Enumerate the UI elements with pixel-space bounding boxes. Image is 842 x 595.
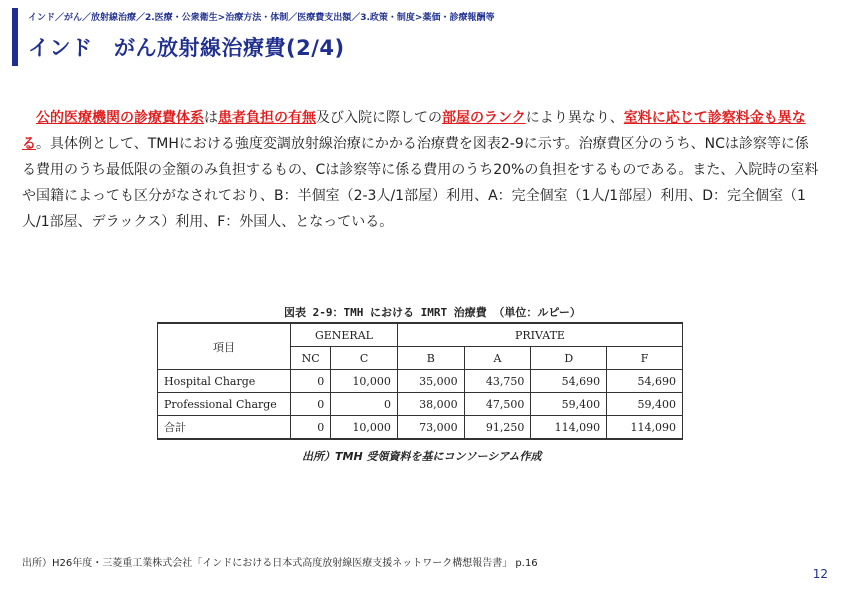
page-title: インド がん放射線治療費(2/4) <box>28 36 345 60</box>
table-cell: 10,000 <box>331 370 398 393</box>
subheader-cell: D <box>531 347 607 370</box>
body-text-segment: 。具体例として、TMHにおける強度変調放射線治療にかかる治療費を図表2-9に示す。治療費区分のうち、NCは診察等に係る費用のうち最低限の金額のみ負担するもの、Cは診察等に係る費用のうち20%の負担をするものである。また、入院時の室料や国籍によっても区分がなされており、B：半個室（2-3人/1部屋）利用、A：完全個室（1人/1部屋）利用、D：完全個室（1人/1部屋、デラックス）利用、F：外国人、となっている。 <box>22 136 819 230</box>
table-cell: 38,000 <box>397 393 464 416</box>
table-row <box>158 370 683 393</box>
table-cell: 0 <box>291 416 331 440</box>
row-label: Hospital Charge <box>158 370 291 393</box>
body-text-segment: は <box>204 110 218 126</box>
table-cell: 59,400 <box>607 393 683 416</box>
table-cell: 91,250 <box>464 416 531 440</box>
table-cell: 43,750 <box>464 370 531 393</box>
highlight-room-fee: 室料に応じて診察料金も異なる <box>22 110 806 152</box>
title-accent-bar <box>12 8 18 66</box>
table-header-row <box>158 323 683 347</box>
table-cell: 0 <box>291 370 331 393</box>
table-cell: 54,690 <box>531 370 607 393</box>
imrt-fee-table <box>157 322 683 440</box>
highlight-room-rank: 部屋のランク <box>442 110 526 126</box>
table-cell: 54,690 <box>607 370 683 393</box>
private-group-header: PRIVATE <box>397 323 682 347</box>
table-cell: 73,000 <box>397 416 464 440</box>
item-header: 項目 <box>158 323 291 370</box>
table-cell: 0 <box>291 393 331 416</box>
table-cell: 114,090 <box>607 416 683 440</box>
subheader-cell: A <box>464 347 531 370</box>
subheader-cell: NC <box>291 347 331 370</box>
subheader-cell: F <box>607 347 683 370</box>
subheader-cell: C <box>331 347 398 370</box>
table-cell: 0 <box>331 393 398 416</box>
page-number: 12 <box>812 567 828 581</box>
footer-source: 出所）H26年度・三菱重工業株式会社「インドにおける日本式高度放射線医療支援ネットワーク構想報告書」 p.16 <box>22 558 538 569</box>
row-label: 合計 <box>158 416 291 440</box>
fee-table-container <box>157 322 683 440</box>
body-paragraph <box>22 105 822 235</box>
subheader-cell: B <box>397 347 464 370</box>
row-label: Professional Charge <box>158 393 291 416</box>
general-group-header: GENERAL <box>291 323 398 347</box>
table-cell: 47,500 <box>464 393 531 416</box>
table-cell: 35,000 <box>397 370 464 393</box>
table-cell: 10,000 <box>331 416 398 440</box>
table-row <box>158 416 683 440</box>
body-text-segment: により異なり、 <box>525 110 624 126</box>
table-row <box>158 393 683 416</box>
table-cell: 114,090 <box>531 416 607 440</box>
body-text-segment: 及び入院に際しての <box>316 110 442 126</box>
table-cell: 59,400 <box>531 393 607 416</box>
table-caption: 図表 2-9：TMH における IMRT 治療費 （単位：ルピー） <box>284 306 581 319</box>
highlight-patient-burden: 患者負担の有無 <box>218 110 316 126</box>
table-source: 出所）TMH 受領資料を基にコンソーシアム作成 <box>302 450 542 463</box>
highlight-fee-system: 公的医療機関の診療費体系 <box>36 110 204 126</box>
breadcrumb: インド／がん／放射線治療／2.医療・公衆衛生>治療方法・体制／医療費支出額／3.政策・制度>薬価・診療報酬等 <box>28 13 495 23</box>
